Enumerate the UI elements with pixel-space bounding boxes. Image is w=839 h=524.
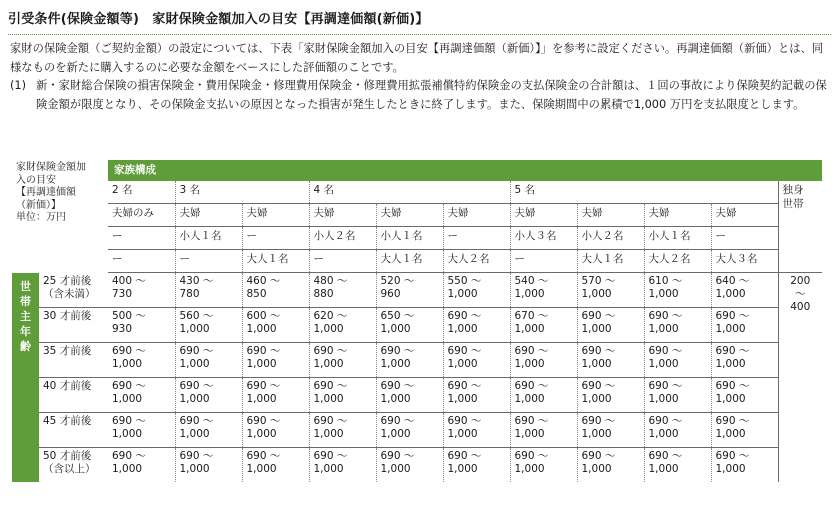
- value-line: 1,000: [447, 393, 478, 405]
- value-line: 1,000: [514, 428, 545, 440]
- value-line: 1,000: [514, 288, 545, 300]
- value-line: 1,000: [581, 323, 612, 335]
- value-cell: [309, 448, 376, 483]
- value-line: 1,000: [514, 393, 545, 405]
- header-cell: 大人１名: [577, 250, 644, 273]
- row-couple: [12, 204, 822, 227]
- value-cell: [510, 413, 577, 448]
- value-line: 1,000: [246, 428, 277, 440]
- age-label: [39, 343, 108, 378]
- value-line: 1,000: [380, 323, 411, 335]
- value-line: 690 〜: [179, 415, 214, 427]
- value-line: 1,000: [715, 463, 746, 475]
- value-cell: [309, 343, 376, 378]
- group-4: 4 名: [309, 181, 510, 204]
- value-cell: [242, 413, 309, 448]
- value-cell: [175, 273, 242, 308]
- value-line: 1,000: [715, 428, 746, 440]
- value-line: 690 〜: [648, 345, 683, 357]
- value-line: 690 〜: [313, 380, 348, 392]
- value-cell: [443, 308, 510, 343]
- group-2: 2 名: [108, 181, 175, 204]
- age-axis-char: 年: [20, 324, 31, 338]
- age-label: [39, 413, 108, 448]
- value-line: 1,000: [112, 393, 143, 405]
- value-line: 690 〜: [447, 310, 482, 322]
- value-line: 600 〜: [246, 310, 281, 322]
- value-cell: [577, 343, 644, 378]
- header-cell: 大人１名: [242, 250, 309, 273]
- value-line: 1,000: [715, 323, 746, 335]
- header-cell: 小人１名: [175, 227, 242, 250]
- value-line: 1,000: [246, 393, 277, 405]
- age-label-line: 25 才前後: [43, 274, 92, 287]
- value-cell: [376, 413, 443, 448]
- single-value-line: 200: [790, 275, 811, 287]
- value-line: 1,000: [648, 323, 679, 335]
- value-cell: [175, 343, 242, 378]
- value-cell: [443, 378, 510, 413]
- value-line: 1,000: [514, 323, 545, 335]
- value-line: 1,000: [313, 358, 344, 370]
- value-line: 1,000: [179, 393, 210, 405]
- header-cell: ー: [242, 227, 309, 250]
- value-line: 1,000: [514, 463, 545, 475]
- value-cell: [242, 308, 309, 343]
- value-cell: [577, 273, 644, 308]
- value-line: 690 〜: [715, 310, 750, 322]
- single-header-line: 独身: [782, 184, 804, 196]
- header-cell: ー: [309, 250, 376, 273]
- value-line: 1,000: [581, 358, 612, 370]
- value-line: 690 〜: [715, 380, 750, 392]
- value-cell: [175, 413, 242, 448]
- age-label: [39, 308, 108, 343]
- value-line: 1,000: [648, 428, 679, 440]
- heading-divider: [8, 34, 831, 35]
- header-cell: 夫婦のみ: [108, 204, 175, 227]
- value-line: 610 〜: [648, 275, 683, 287]
- age-axis-char: 世: [20, 279, 31, 293]
- value-line: 1,000: [179, 358, 210, 370]
- value-line: 1,000: [380, 358, 411, 370]
- value-cell: [376, 308, 443, 343]
- age-label-line: 50 才前後: [43, 450, 92, 462]
- value-line: 690 〜: [514, 415, 549, 427]
- header-cell: 夫婦: [376, 204, 443, 227]
- value-cell: [644, 413, 711, 448]
- value-cell: [309, 378, 376, 413]
- corner-line: 単位：万円: [16, 212, 66, 223]
- value-cell: [175, 308, 242, 343]
- value-line: 1,000: [112, 358, 143, 370]
- single-header: [778, 181, 822, 273]
- value-line: 690 〜: [447, 415, 482, 427]
- value-line: 1,000: [715, 393, 746, 405]
- table-row: [12, 273, 822, 308]
- value-line: 1,000: [715, 288, 746, 300]
- value-line: 500 〜: [112, 310, 146, 322]
- single-household-value: [778, 273, 822, 483]
- value-line: 540 〜: [514, 275, 549, 287]
- header-cell: ー: [175, 250, 242, 273]
- age-label: [39, 378, 108, 413]
- value-line: 690 〜: [112, 415, 146, 427]
- header-cell: 小人２名: [309, 227, 376, 250]
- value-line: 690 〜: [246, 415, 281, 427]
- value-line: 1,000: [246, 323, 277, 335]
- value-line: 1,000: [112, 428, 143, 440]
- value-cell: [443, 273, 510, 308]
- value-line: 1,000: [380, 463, 411, 475]
- value-line: 690 〜: [581, 345, 616, 357]
- value-line: 690 〜: [380, 345, 415, 357]
- value-line: 670 〜: [514, 310, 549, 322]
- value-line: 850: [246, 288, 267, 300]
- header-cell: 夫婦: [309, 204, 376, 227]
- value-cell: [443, 413, 510, 448]
- value-line: 690 〜: [380, 450, 415, 462]
- value-cell: [711, 273, 778, 308]
- value-line: 780: [179, 288, 200, 300]
- value-line: 690 〜: [715, 345, 750, 357]
- value-line: 650 〜: [380, 310, 415, 322]
- value-cell: [711, 378, 778, 413]
- value-line: 880: [313, 288, 334, 300]
- age-label-line: 35 才前後: [43, 345, 92, 357]
- value-cell: [644, 448, 711, 483]
- value-cell: [108, 273, 175, 308]
- value-line: 550 〜: [447, 275, 482, 287]
- value-line: 690 〜: [514, 345, 549, 357]
- header-cell: 夫婦: [443, 204, 510, 227]
- value-line: 1,000: [648, 393, 679, 405]
- intro-section: [10, 40, 830, 114]
- header-cell: 夫婦: [510, 204, 577, 227]
- row-adult: [12, 250, 822, 273]
- value-line: 1,000: [179, 428, 210, 440]
- header-cell: 夫婦: [175, 204, 242, 227]
- value-cell: [577, 308, 644, 343]
- value-line: 1,000: [514, 358, 545, 370]
- value-line: 930: [112, 323, 133, 335]
- table-row: [12, 343, 822, 378]
- value-cell: [577, 378, 644, 413]
- value-cell: [510, 378, 577, 413]
- value-cell: [108, 308, 175, 343]
- value-line: 690 〜: [246, 380, 281, 392]
- value-line: 690 〜: [112, 345, 146, 357]
- value-cell: [376, 273, 443, 308]
- value-cell: [644, 378, 711, 413]
- value-line: 1,000: [648, 288, 679, 300]
- value-line: 690 〜: [581, 310, 616, 322]
- age-label-line: （含未満）: [43, 287, 96, 300]
- value-line: 1,000: [380, 428, 411, 440]
- single-header-line: 世帯: [782, 198, 804, 210]
- value-line: 690 〜: [447, 345, 482, 357]
- value-line: 1,000: [313, 323, 344, 335]
- value-cell: [376, 343, 443, 378]
- value-line: 1,000: [380, 393, 411, 405]
- header-cell: 夫婦: [711, 204, 778, 227]
- value-cell: [711, 413, 778, 448]
- value-line: 1,000: [447, 288, 478, 300]
- header-cell: ー: [108, 250, 175, 273]
- value-cell: [711, 448, 778, 483]
- age-axis-char: 主: [20, 309, 31, 323]
- value-line: 1,000: [447, 463, 478, 475]
- value-line: 690 〜: [581, 450, 616, 462]
- value-cell: [175, 378, 242, 413]
- header-cell: ー: [510, 250, 577, 273]
- header-cell: 小人３名: [510, 227, 577, 250]
- value-line: 1,000: [246, 463, 277, 475]
- value-cell: [309, 413, 376, 448]
- value-line: 690 〜: [112, 380, 146, 392]
- header-cell: 大人３名: [711, 250, 778, 273]
- value-cell: [510, 308, 577, 343]
- table-row: [12, 413, 822, 448]
- value-cell: [309, 308, 376, 343]
- insurance-guide-table: [12, 160, 822, 482]
- value-line: 690 〜: [581, 380, 616, 392]
- page-heading: 引受条件(保険金額等) 家財保険金額加入の目安【再調達価額(新価)】: [8, 12, 429, 27]
- value-cell: [577, 448, 644, 483]
- value-cell: [108, 448, 175, 483]
- age-rows: [12, 273, 822, 483]
- value-cell: [376, 448, 443, 483]
- age-axis-label: [12, 273, 39, 483]
- value-line: 1,000: [581, 393, 612, 405]
- value-line: 1,000: [313, 393, 344, 405]
- value-line: 690 〜: [313, 415, 348, 427]
- corner-line: （新価）】: [16, 199, 61, 211]
- value-cell: [577, 413, 644, 448]
- value-cell: [644, 308, 711, 343]
- header-cell: 大人２名: [443, 250, 510, 273]
- value-cell: [309, 273, 376, 308]
- row-child: [12, 227, 822, 250]
- value-line: 690 〜: [313, 345, 348, 357]
- age-label: [39, 448, 108, 483]
- table-row: [12, 308, 822, 343]
- header-cell: 夫婦: [644, 204, 711, 227]
- header-cell: 小人２名: [577, 227, 644, 250]
- value-cell: [108, 413, 175, 448]
- corner-line: 家財保険金額加: [16, 162, 86, 173]
- value-line: 690 〜: [380, 415, 415, 427]
- age-label-line: 30 才前後: [43, 310, 92, 322]
- single-value-line: 400: [790, 301, 811, 313]
- header-cell: 小人１名: [644, 227, 711, 250]
- header-cell: ー: [711, 227, 778, 250]
- note-item: [10, 77, 830, 114]
- value-line: 1,000: [447, 358, 478, 370]
- value-line: 460 〜: [246, 275, 281, 287]
- value-cell: [175, 448, 242, 483]
- value-line: 690 〜: [648, 450, 683, 462]
- value-line: 1,000: [581, 288, 612, 300]
- header-cell: 夫婦: [577, 204, 644, 227]
- value-cell: [242, 273, 309, 308]
- value-line: 690 〜: [514, 450, 549, 462]
- value-line: 690 〜: [581, 415, 616, 427]
- age-label-line: 45 才前後: [43, 415, 92, 427]
- group-5: 5 名: [510, 181, 778, 204]
- value-cell: [644, 343, 711, 378]
- note-mark: (1): [10, 79, 27, 92]
- value-line: 690 〜: [715, 450, 750, 462]
- value-line: 1,000: [648, 463, 679, 475]
- value-line: 640 〜: [715, 275, 750, 287]
- value-cell: [242, 378, 309, 413]
- value-cell: [376, 378, 443, 413]
- value-line: 690 〜: [112, 450, 146, 462]
- value-line: 480 〜: [313, 275, 348, 287]
- age-axis-char: 帯: [20, 294, 31, 308]
- value-cell: [711, 308, 778, 343]
- value-line: 690 〜: [715, 415, 750, 427]
- value-line: 690 〜: [179, 380, 214, 392]
- table-corner-label: [12, 160, 108, 273]
- family-header: 家族構成: [108, 160, 822, 181]
- value-line: 690 〜: [648, 380, 683, 392]
- header-cell: 夫婦: [242, 204, 309, 227]
- corner-line: 入の目安: [16, 174, 56, 186]
- value-cell: [443, 343, 510, 378]
- value-line: 1,000: [581, 463, 612, 475]
- table-row: [12, 378, 822, 413]
- value-line: 960: [380, 288, 401, 300]
- note-text: 新・家財総合保険の損害保険金・費用保険金・修理費用保険金・修理費用拡張補償特約保険金の支払保険金の合計額は、１回の事故により保険契約記載の保険金額が限度となり、その保険金支払いの原因となった損害が発生したときに終了します。また、保険期間中の累積で1,000 万円を支払限度とします。: [36, 79, 827, 111]
- age-label: [39, 273, 108, 308]
- value-line: 690 〜: [447, 380, 482, 392]
- value-line: 1,000: [648, 358, 679, 370]
- value-line: 400 〜: [112, 275, 146, 287]
- value-line: 690 〜: [179, 450, 214, 462]
- value-line: 1,000: [447, 323, 478, 335]
- header-cell: 大人２名: [644, 250, 711, 273]
- value-line: 690 〜: [179, 345, 214, 357]
- value-line: 1,000: [581, 428, 612, 440]
- value-cell: [108, 343, 175, 378]
- value-line: 560 〜: [179, 310, 214, 322]
- group-3: 3 名: [175, 181, 309, 204]
- single-value-line: 〜: [795, 288, 806, 300]
- value-line: 1,000: [246, 358, 277, 370]
- value-cell: [108, 378, 175, 413]
- table-row: [12, 448, 822, 483]
- value-line: 620 〜: [313, 310, 348, 322]
- header-cell: ー: [108, 227, 175, 250]
- value-line: 690 〜: [648, 415, 683, 427]
- value-line: 430 〜: [179, 275, 214, 287]
- value-cell: [510, 448, 577, 483]
- age-axis-char: 齢: [20, 339, 31, 353]
- age-label-line: 40 才前後: [43, 380, 92, 392]
- age-label-line: （含以上）: [43, 463, 96, 475]
- value-line: 690 〜: [380, 380, 415, 392]
- value-line: 1,000: [313, 463, 344, 475]
- value-cell: [242, 343, 309, 378]
- value-line: 1,000: [112, 463, 143, 475]
- value-cell: [510, 343, 577, 378]
- value-line: 1,000: [179, 323, 210, 335]
- header-cell: 小人１名: [376, 227, 443, 250]
- value-line: 690 〜: [246, 345, 281, 357]
- value-line: 690 〜: [447, 450, 482, 462]
- value-line: 690 〜: [246, 450, 281, 462]
- value-line: 1,000: [313, 428, 344, 440]
- corner-line: 【再調達価額: [16, 187, 76, 198]
- value-line: 1,000: [715, 358, 746, 370]
- value-cell: [644, 273, 711, 308]
- value-cell: [510, 273, 577, 308]
- value-cell: [443, 448, 510, 483]
- header-cell: 大人１名: [376, 250, 443, 273]
- intro-text: 家財の保険金額（ご契約金額）の設定については、下表「家財保険金額加入の目安【再調達価額（新価）】」を参考に設定ください。再調達価額（新価）とは、同様なものを新たに購入するのに必要な金額をベースにした評価額のことです。: [10, 42, 824, 74]
- value-cell: [242, 448, 309, 483]
- value-line: 690 〜: [514, 380, 549, 392]
- value-cell: [711, 343, 778, 378]
- value-line: 570 〜: [581, 275, 616, 287]
- value-line: 690 〜: [313, 450, 348, 462]
- value-line: 730: [112, 288, 133, 300]
- value-line: 1,000: [179, 463, 210, 475]
- value-line: 520 〜: [380, 275, 415, 287]
- header-cell: ー: [443, 227, 510, 250]
- value-line: 690 〜: [648, 310, 683, 322]
- value-line: 1,000: [447, 428, 478, 440]
